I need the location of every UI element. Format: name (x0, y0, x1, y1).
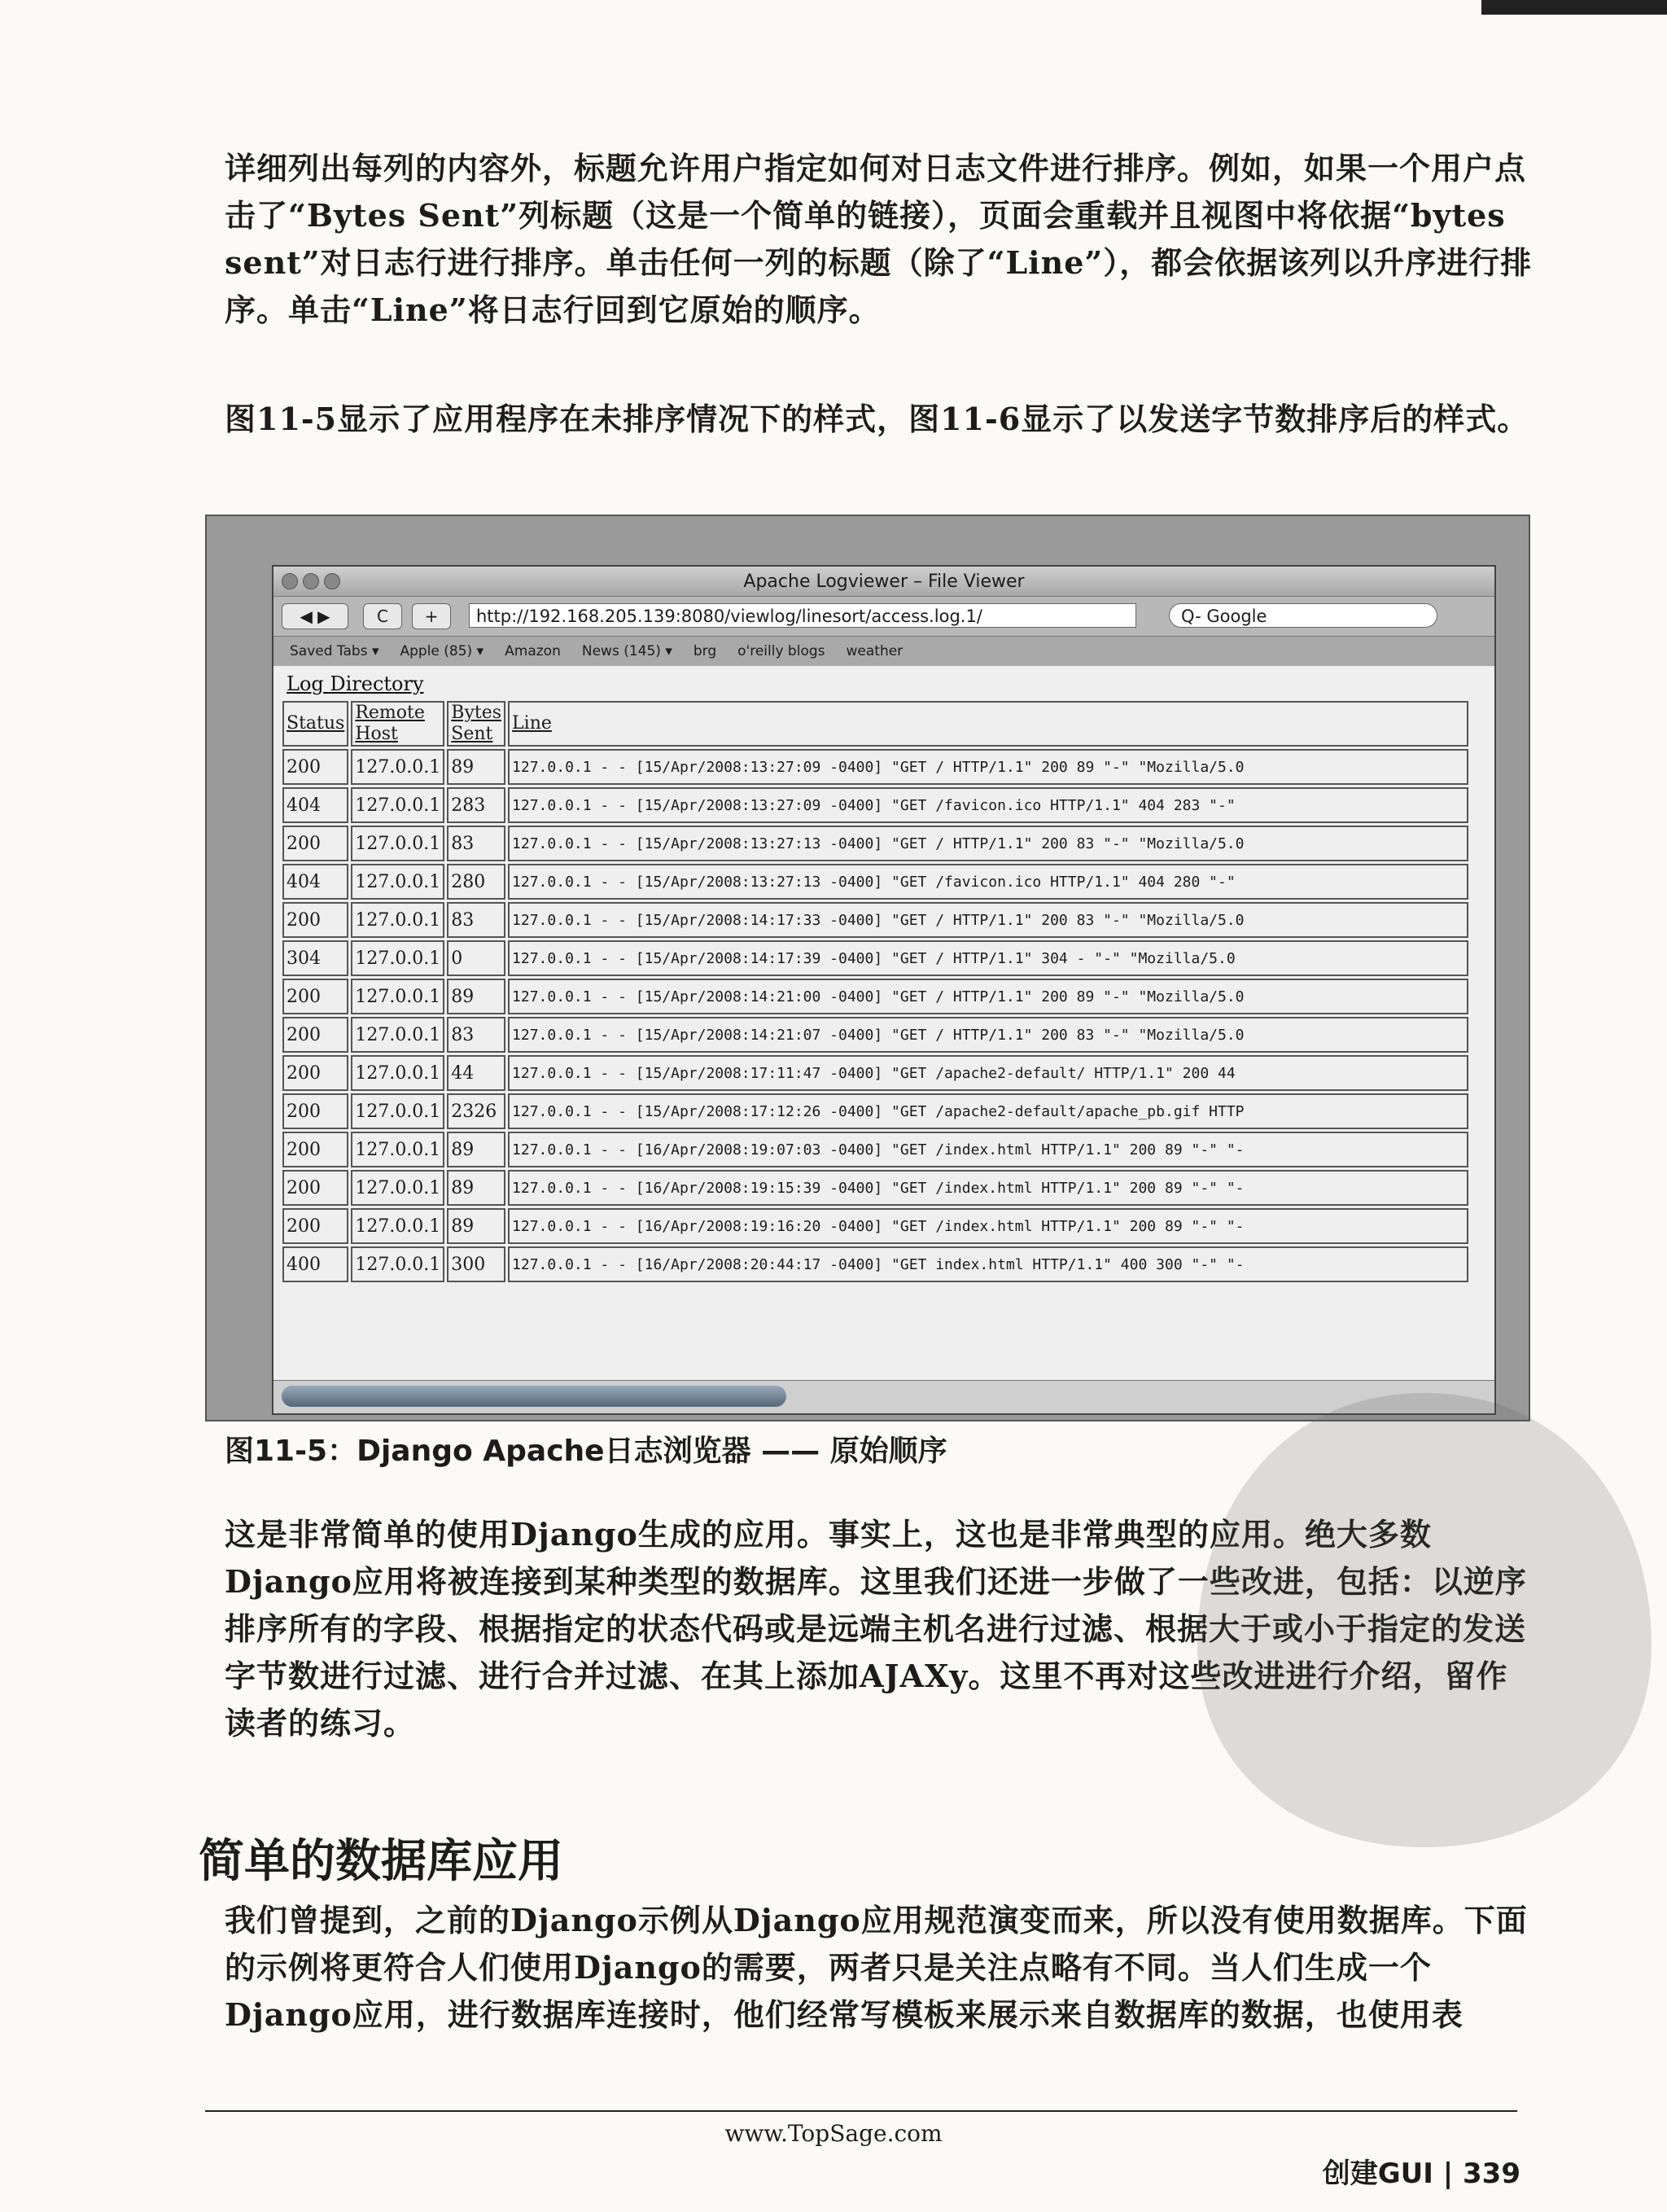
line-cell: 127.0.0.1 - - [15/Apr/2008:13:27:13 -0400] "GET /favicon.ico HTTP/1.1" 404 280 "-" (508, 864, 1468, 900)
remote-host-cell: 127.0.0.1 (351, 1017, 444, 1053)
remote-host-cell: 127.0.0.1 (351, 902, 444, 938)
paragraph-4: 我们曾提到，之前的Django示例从Django应用规范演变而来，所以没有使用数据库。下面的示例将更符合人们使用Django的需要，两者只是关注点略有不同。当人们生成一个Django应用，进行数据库连接时，他们经常写模板来展示来自数据库的数据，也使用表 (225, 1902, 1528, 2033)
remote-host-cell: 127.0.0.1 (351, 787, 444, 823)
table-row (282, 902, 1468, 938)
status-cell: 400 (282, 1246, 348, 1282)
status-cell: 200 (282, 1132, 348, 1167)
table-row (282, 940, 1468, 976)
bytes-sent-cell: 89 (447, 749, 505, 785)
remote-host-cell: 127.0.0.1 (351, 1208, 444, 1244)
bookmark-item[interactable]: Saved Tabs ▾ (290, 643, 379, 659)
status-header[interactable]: Status (282, 701, 348, 747)
status-cell: 200 (282, 902, 348, 938)
bookmark-item[interactable]: o'reilly blogs (737, 643, 825, 659)
paragraph-3: 这是非常简单的使用Django生成的应用。事实上，这也是非常典型的应用。绝大多数Django应用将被连接到某种类型的数据库。这里我们还进一步做了一些改进，包括：以逆序排序所有的字段、根据指定的状态代码或是远端主机名进行过滤、根据大于或小于指定的发送字节数进行过滤、进行合并过滤、在其上添加AJAXy。这里不再对这些改进进行介绍，留作读者的练习。 (225, 1516, 1527, 1741)
browser-toolbar (273, 597, 1494, 637)
status-cell: 404 (282, 787, 348, 823)
remote-host-header[interactable]: Remote Host (351, 701, 444, 747)
footer-url: www.TopSage.com (724, 2120, 943, 2147)
bytes-sent-cell: 89 (447, 1170, 505, 1206)
table-row (282, 1055, 1468, 1091)
window-title: Apache Logviewer – File Viewer (743, 572, 1025, 592)
footer-rule (205, 2110, 1517, 2112)
line-cell: 127.0.0.1 - - [15/Apr/2008:13:27:13 -0400] "GET / HTTP/1.1" 200 83 "-" "Mozilla/5.0 (508, 826, 1468, 861)
line-cell: 127.0.0.1 - - [15/Apr/2008:13:27:09 -0400] "GET /favicon.ico HTTP/1.1" 404 283 "-" (508, 787, 1468, 823)
bytes-sent-cell: 89 (447, 1208, 505, 1244)
bytes-sent-header[interactable]: Bytes Sent (447, 701, 505, 747)
remote-host-cell: 127.0.0.1 (351, 1093, 444, 1129)
status-cell: 200 (282, 749, 348, 785)
bookmark-item[interactable]: brg (693, 643, 717, 659)
line-cell: 127.0.0.1 - - [15/Apr/2008:13:27:09 -0400] "GET / HTTP/1.1" 200 89 "-" "Mozilla/5.0 (508, 749, 1468, 785)
table-row (282, 864, 1468, 900)
table-row (282, 1208, 1468, 1244)
add-bookmark-button[interactable]: + (412, 603, 451, 629)
paragraph-2: 图11-5显示了应用程序在未排序情况下的样式，图11-6显示了以发送字节数排序后的样式。 (225, 401, 1529, 437)
figure-screenshot (205, 515, 1530, 1421)
remote-host-cell: 127.0.0.1 (351, 1170, 444, 1206)
line-cell: 127.0.0.1 - - [15/Apr/2008:14:17:39 -0400] "GET / HTTP/1.1" 304 - "-" "Mozilla/5.0 (508, 940, 1468, 976)
reload-button[interactable]: C (363, 603, 402, 629)
line-cell: 127.0.0.1 - - [15/Apr/2008:17:12:26 -0400] "GET /apache2-default/apache_pb.gif HTTP (508, 1093, 1468, 1129)
line-cell: 127.0.0.1 - - [16/Apr/2008:19:15:39 -0400] "GET /index.html HTTP/1.1" 200 89 "-" "- (508, 1170, 1468, 1206)
page-number: 创建GUI | 339 (1322, 2157, 1520, 2190)
scrollbar-thumb[interactable] (282, 1386, 786, 1407)
status-cell: 200 (282, 979, 348, 1014)
log-table (280, 699, 1471, 1285)
bytes-sent-cell: 300 (447, 1246, 505, 1282)
line-header[interactable]: Line (508, 701, 1468, 747)
status-cell: 304 (282, 940, 348, 976)
bookmark-item[interactable]: News (145) ▾ (581, 643, 672, 659)
status-cell: 200 (282, 1017, 348, 1053)
table-row (282, 749, 1468, 785)
table-header-row (282, 701, 1468, 747)
bytes-sent-cell: 89 (447, 979, 505, 1014)
log-directory-link[interactable]: Log Directory (287, 672, 424, 695)
table-row (282, 787, 1468, 823)
remote-host-cell: 127.0.0.1 (351, 1132, 444, 1167)
line-cell: 127.0.0.1 - - [16/Apr/2008:19:16:20 -0400] "GET /index.html HTTP/1.1" 200 89 "-" "- (508, 1208, 1468, 1244)
remote-host-cell: 127.0.0.1 (351, 1055, 444, 1091)
remote-host-cell: 127.0.0.1 (351, 826, 444, 861)
address-bar[interactable]: http://192.168.205.139:8080/viewlog/linesort/access.log.1/ (469, 603, 1136, 628)
remote-host-cell: 127.0.0.1 (351, 979, 444, 1014)
bookmark-item[interactable]: Apple (85) ▾ (400, 643, 484, 659)
bookmarks-bar (273, 637, 1494, 667)
remote-host-cell: 127.0.0.1 (351, 1246, 444, 1282)
bytes-sent-cell: 89 (447, 1132, 505, 1167)
table-row (282, 1017, 1468, 1053)
line-cell: 127.0.0.1 - - [15/Apr/2008:14:21:07 -0400] "GET / HTTP/1.1" 200 83 "-" "Mozilla/5.0 (508, 1017, 1468, 1053)
status-cell: 200 (282, 826, 348, 861)
table-row (282, 826, 1468, 861)
status-cell: 404 (282, 864, 348, 900)
table-row (282, 1093, 1468, 1129)
status-cell: 200 (282, 1093, 348, 1129)
bytes-sent-cell: 2326 (447, 1093, 505, 1129)
browser-window (272, 565, 1496, 1415)
paragraph-1: 详细列出每列的内容外，标题允许用户指定如何对日志文件进行排序。例如，如果一个用户点击了“Bytes Sent”列标题（这是一个简单的链接），页面会重载并且视图中将依据“bytes sent”对日志行进行排序。单击任何一列的标题（除了“Line”），都会依据该列以升序进行排序。单击“Line”将日志行回到它原始的顺序。 (225, 150, 1533, 328)
bytes-sent-cell: 44 (447, 1055, 505, 1091)
line-cell: 127.0.0.1 - - [15/Apr/2008:14:17:33 -0400] "GET / HTTP/1.1" 200 83 "-" "Mozilla/5.0 (508, 902, 1468, 938)
watermark-stamp (1172, 1368, 1667, 1873)
table-row (282, 1170, 1468, 1206)
bytes-sent-cell: 0 (447, 940, 505, 976)
status-cell: 200 (282, 1208, 348, 1244)
status-cell: 200 (282, 1170, 348, 1206)
table-row (282, 1132, 1468, 1167)
line-cell: 127.0.0.1 - - [15/Apr/2008:17:11:47 -0400] "GET /apache2-default/ HTTP/1.1" 200 44 (508, 1055, 1468, 1091)
remote-host-cell: 127.0.0.1 (351, 864, 444, 900)
bookmark-item[interactable]: weather (846, 643, 904, 659)
page-content (273, 666, 1494, 1381)
table-row (282, 1246, 1468, 1282)
status-cell: 200 (282, 1055, 348, 1091)
title-bar (273, 567, 1494, 597)
bytes-sent-cell: 83 (447, 826, 505, 861)
figure-caption: 图11-5：Django Apache日志浏览器 —— 原始顺序 (225, 1435, 947, 1468)
top-edge-bar (1481, 0, 1667, 15)
section-heading: 简单的数据库应用 (199, 1835, 563, 1888)
line-cell: 127.0.0.1 - - [16/Apr/2008:19:07:03 -0400] "GET /index.html HTTP/1.1" 200 89 "-" "- (508, 1132, 1468, 1167)
line-cell: 127.0.0.1 - - [16/Apr/2008:20:44:17 -0400] "GET index.html HTTP/1.1" 400 300 "-" "- (508, 1246, 1468, 1282)
bytes-sent-cell: 83 (447, 902, 505, 938)
bookmark-item[interactable]: Amazon (505, 643, 561, 659)
bytes-sent-cell: 280 (447, 864, 505, 900)
table-row (282, 979, 1468, 1014)
remote-host-cell: 127.0.0.1 (351, 749, 444, 785)
line-cell: 127.0.0.1 - - [15/Apr/2008:14:21:00 -0400] "GET / HTTP/1.1" 200 89 "-" "Mozilla/5.0 (508, 979, 1468, 1014)
remote-host-cell: 127.0.0.1 (351, 940, 444, 976)
back-forward-button[interactable]: ◀ ▶ (282, 603, 348, 629)
bytes-sent-cell: 283 (447, 787, 505, 823)
search-field[interactable]: Q- Google (1169, 603, 1437, 628)
bytes-sent-cell: 83 (447, 1017, 505, 1053)
